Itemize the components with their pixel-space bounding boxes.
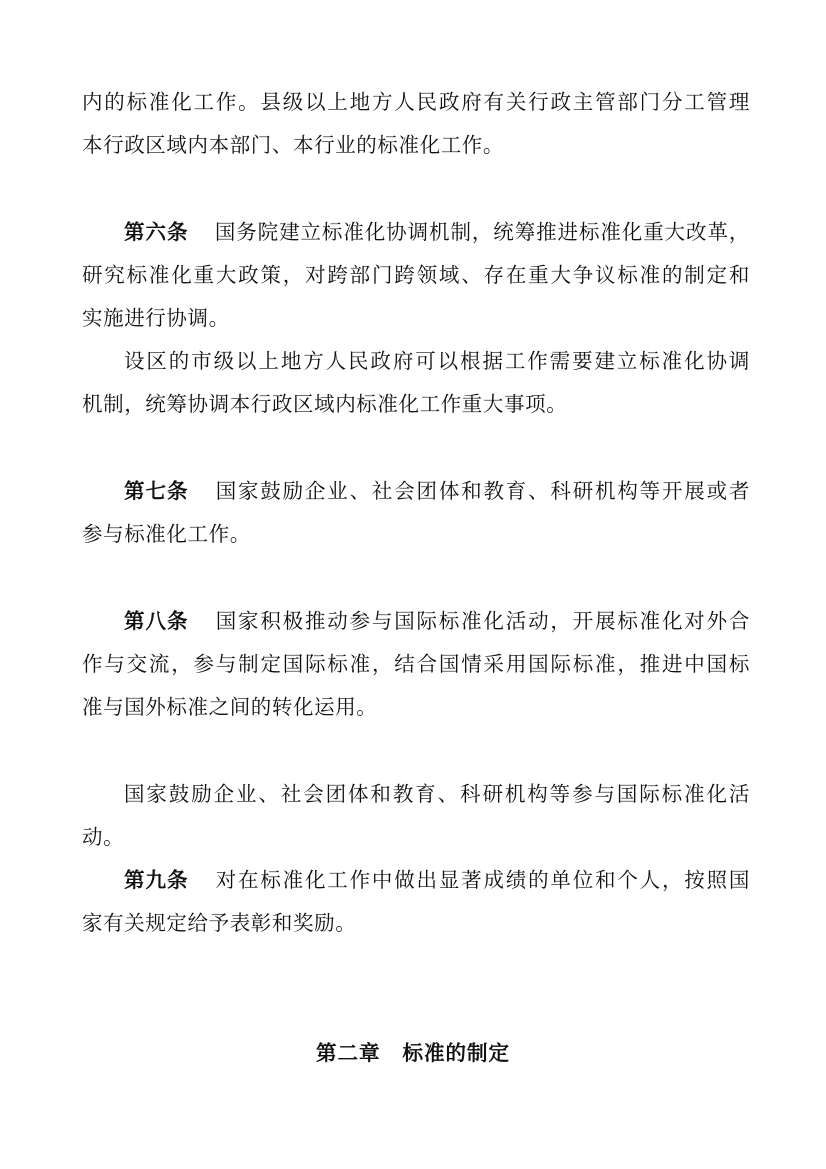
article-9-number: 第九条 xyxy=(124,868,189,892)
article-9-line-1 xyxy=(124,866,750,894)
article-7-text-1: 国家鼓励企业、社会团体和教育、科研机构等开展或者 xyxy=(214,479,750,503)
article-8-para2-line-2: 动。 xyxy=(82,825,125,849)
article-6-para2-line-2: 机制，统筹协调本行政区域内标准化工作重大事项。 xyxy=(82,392,568,416)
continuation-line-2: 本行政区域内本部门、本行业的标准化工作。 xyxy=(82,133,504,157)
chapter-title: 标准的制定 xyxy=(402,1041,510,1065)
article-6-line-3: 实施进行协调。 xyxy=(82,306,230,330)
chapter-number: 第二章 xyxy=(316,1041,381,1065)
article-6-number: 第六条 xyxy=(124,220,189,244)
continuation-line-1: 内的标准化工作。县级以上地方人民政府有关行政主管部门分工管理 xyxy=(82,90,750,114)
article-6-text-1: 国务院建立标准化协调机制，统筹推进标准化重大改革， xyxy=(214,220,750,244)
article-7-line-2: 参与标准化工作。 xyxy=(82,522,251,546)
article-7-number: 第七条 xyxy=(124,479,189,503)
article-6-line-1 xyxy=(124,218,750,246)
article-6-line-2: 研究标准化重大政策，对跨部门跨领域、存在重大争议标准的制定和 xyxy=(82,263,750,287)
article-8-text-1: 国家积极推动参与国际标准化活动，开展标准化对外合 xyxy=(214,609,750,633)
article-8-para2-line-1: 国家鼓励企业、社会团体和教育、科研机构等参与国际标准化活 xyxy=(124,782,750,806)
article-8-line-2: 作与交流，参与制定国际标准，结合国情采用国际标准，推进中国标 xyxy=(82,652,750,676)
chapter-heading xyxy=(0,1039,826,1067)
article-7-line-1 xyxy=(124,477,750,505)
article-6-para2-line-1: 设区的市级以上地方人民政府可以根据工作需要建立标准化协调 xyxy=(124,349,750,373)
article-9-text-1: 对在标准化工作中做出显著成绩的单位和个人，按照国 xyxy=(214,868,750,892)
article-9-line-2: 家有关规定给予表彰和奖励。 xyxy=(82,911,357,935)
article-8-line-3: 准与国外标准之间的转化运用。 xyxy=(82,695,378,719)
article-8-line-1 xyxy=(124,607,750,635)
article-8-number: 第八条 xyxy=(124,609,189,633)
